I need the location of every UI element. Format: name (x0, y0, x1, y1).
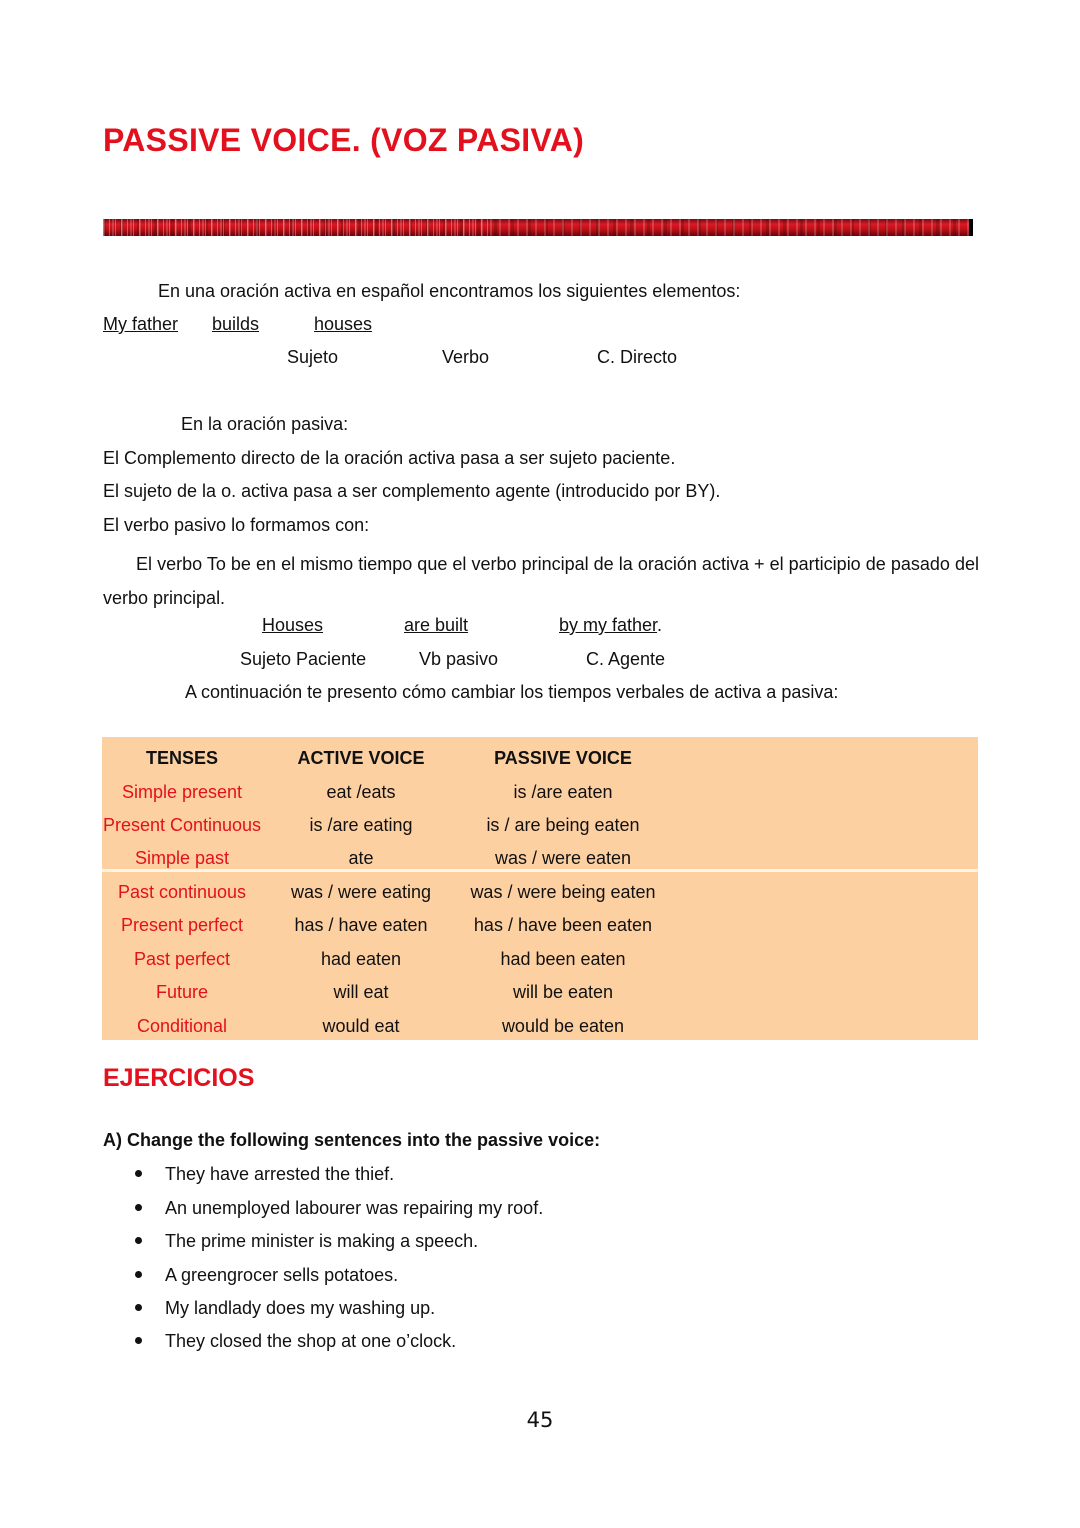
table-row-passive: has / have been eaten (473, 915, 653, 935)
bullet-icon (135, 1337, 142, 1344)
passive-example-agent: by my father (559, 615, 658, 635)
bullet-icon (135, 1304, 142, 1311)
exercises-heading: EJERCICIOS (103, 1064, 255, 1092)
example-subject: My father (103, 314, 179, 334)
table-row-passive: was / were eaten (494, 848, 632, 868)
passive-example-verb: are built (404, 615, 469, 635)
table-row-active: had eaten (320, 949, 402, 969)
page-title: PASSIVE VOICE. (VOZ PASIVA) (103, 122, 585, 158)
table-intro: A continuación te presento cómo cambiar los tiempos verbales de activa a pasiva: (185, 682, 839, 702)
bullet-icon (135, 1170, 142, 1177)
list-item: They have arrested the thief. (135, 1163, 394, 1185)
table-row-passive: will be eaten (512, 982, 614, 1002)
label-patient-subject: Sujeto Paciente (240, 649, 367, 669)
table-row-passive: would be eaten (501, 1016, 625, 1036)
bullet-icon (135, 1204, 142, 1211)
table-row-active: would eat (322, 1016, 400, 1036)
example-object: houses (314, 314, 373, 334)
list-item: A greengrocer sells potatoes. (135, 1264, 398, 1286)
table-row-tense: Present perfect (120, 915, 244, 935)
table-row-passive: is / are being eaten (486, 815, 640, 835)
table-row-tense: Conditional (136, 1016, 228, 1036)
table-divider (102, 869, 978, 872)
table-row-tense: Past perfect (133, 949, 231, 969)
passive-heading: En la oración pasiva: (181, 414, 349, 434)
label-agent: C. Agente (586, 649, 666, 669)
table-header-tenses: TENSES (145, 748, 219, 768)
list-item: An unemployed labourer was repairing my roof. (135, 1197, 543, 1219)
table-row-tense: Future (155, 982, 209, 1002)
table-row-passive: is /are eaten (513, 782, 613, 802)
passive-example-subject: Houses (262, 615, 324, 635)
label-subject: Sujeto (287, 347, 339, 367)
passive-rule-2: El sujeto de la o. activa pasa a ser complemento agente (introducido por BY). (103, 481, 721, 501)
label-passive-verb: Vb pasivo (419, 649, 499, 669)
intro-line: En una oración activa en español encontramos los siguientes elementos: (158, 281, 741, 301)
decorative-red-bar (103, 219, 973, 236)
table-header-active: ACTIVE VOICE (297, 748, 425, 768)
bullet-icon (135, 1237, 142, 1244)
list-item: The prime minister is making a speech. (135, 1230, 478, 1252)
table-row-active: ate (348, 848, 374, 868)
passive-example-period: . (657, 615, 663, 635)
example-verb: builds (212, 314, 260, 334)
passive-rule-4: El verbo To be en el mismo tiempo que el verbo principal de la oración activa + el participio de pasado del verbo principal. (103, 554, 979, 608)
list-item: They closed the shop at one o’clock. (135, 1330, 456, 1352)
page-number: 45 (526, 1408, 554, 1432)
bullet-icon (135, 1271, 142, 1278)
passive-rule-1: El Complemento directo de la oración activa pasa a ser sujeto paciente. (103, 448, 676, 468)
list-item: My landlady does my washing up. (135, 1297, 435, 1319)
exercise-a-title: A) Change the following sentences into the passive voice: (103, 1130, 601, 1150)
table-row-tense: Present Continuous (102, 815, 262, 835)
table-row-passive: had been eaten (500, 949, 626, 969)
table-row-passive: was / were being eaten (470, 882, 656, 902)
table-row-tense: Simple past (134, 848, 230, 868)
passive-example-agent-wrap (559, 614, 662, 636)
table-row-active: is /are eating (309, 815, 413, 835)
passive-rule-3: El verbo pasivo lo formamos con: (103, 515, 370, 535)
label-direct-object: C. Directo (597, 347, 678, 367)
table-row-active: has / have eaten (294, 915, 428, 935)
table-row-active: was / were eating (290, 882, 432, 902)
table-row-tense: Past continuous (117, 882, 247, 902)
label-verb: Verbo (442, 347, 490, 367)
table-row-active: will eat (333, 982, 389, 1002)
table-row-active: eat /eats (326, 782, 396, 802)
table-row-tense: Simple present (121, 782, 243, 802)
table-header-passive: PASSIVE VOICE (494, 748, 632, 768)
